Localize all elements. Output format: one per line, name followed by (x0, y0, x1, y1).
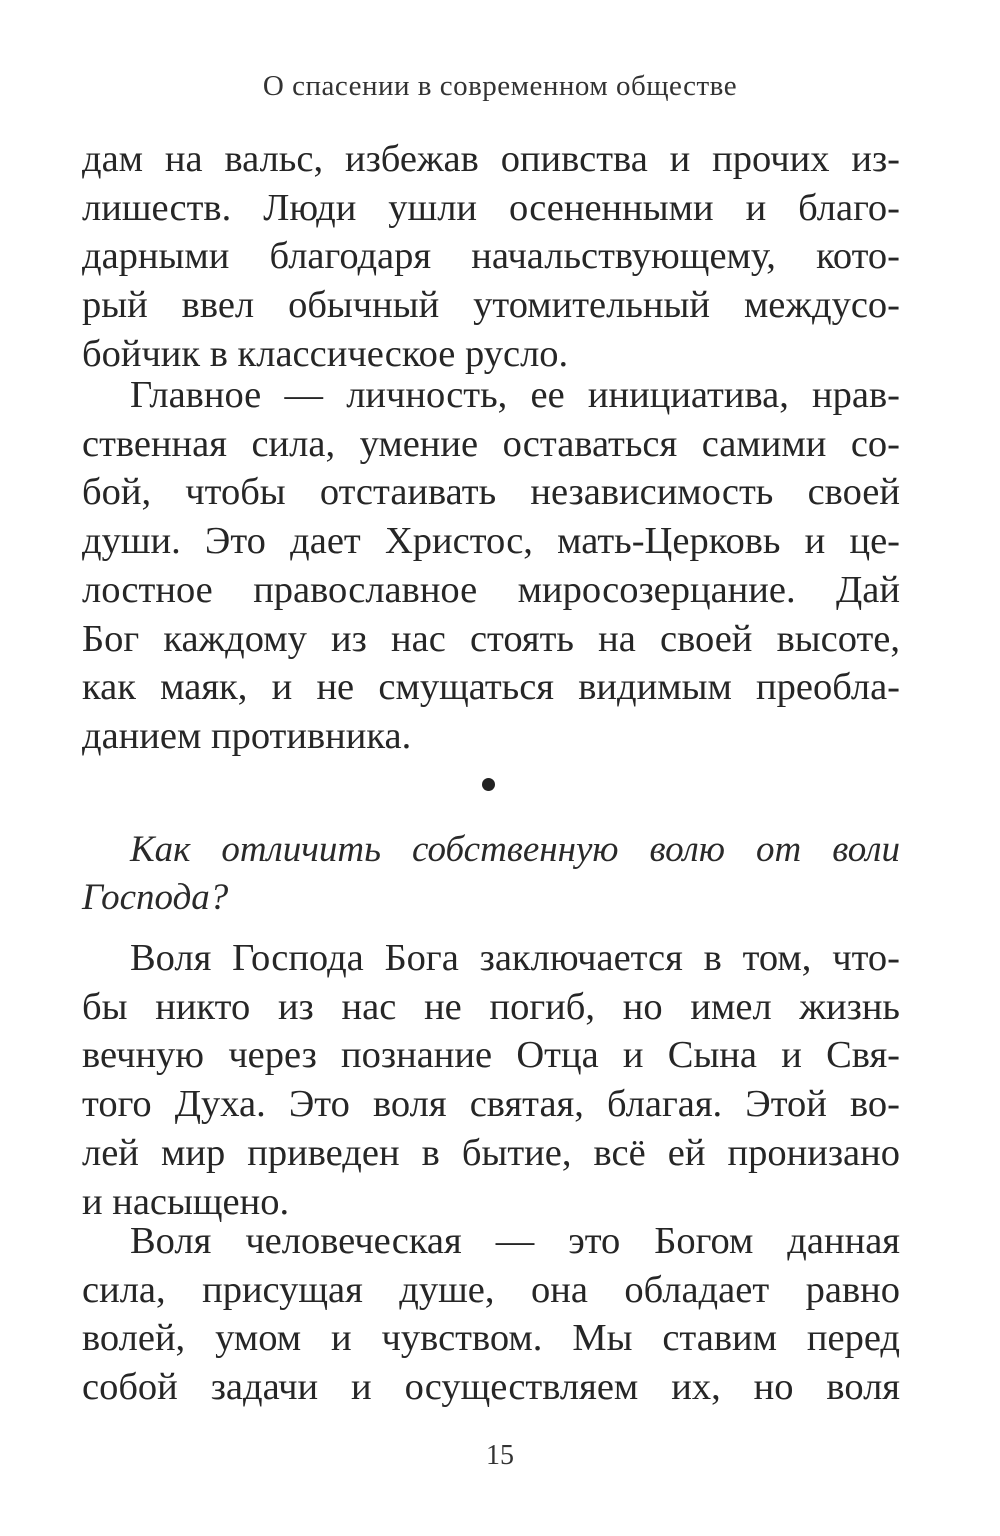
paragraph-line: бойчик в классическое русло. (82, 332, 569, 375)
paragraph-3 (82, 934, 900, 1226)
paragraph-line: ственная сила, умение оставаться самими со- (82, 422, 900, 465)
paragraph-line: лишеств. Люди ушли осененными и благо- (82, 186, 900, 229)
paragraph-line: и насыщено. (82, 1180, 290, 1223)
paragraph-4 (82, 1217, 900, 1412)
paragraph-line: дам на вальс, избежав опивства и прочих из- (82, 138, 900, 180)
paragraph-line: сила, присущая душе, она обладает равно (82, 1268, 900, 1311)
paragraph-line: бы никто из нас не погиб, но имел жизнь (82, 985, 900, 1028)
paragraph-line: души. Это дает Христос, мать-Церковь и це- (82, 520, 900, 563)
paragraph-line: собой задачи и осуществляем их, но воля (82, 1366, 900, 1409)
question-line: Как отличить собственную волю от воли (130, 829, 900, 870)
paragraph-line: рый ввел обычный утомительный междусо- (82, 284, 900, 327)
section-divider-bullet (482, 778, 495, 791)
question-line: Господа? (82, 877, 229, 918)
page-number: 15 (486, 1440, 514, 1471)
paragraph-line: Воля Господа Бога заключается в том, что- (130, 937, 900, 979)
paragraph-1 (82, 135, 900, 379)
question-heading (82, 826, 900, 922)
paragraph-line: Главное — личность, ее инициатива, нрав- (130, 374, 900, 416)
paragraph-line: лей мир приведен в бытие, всё ей пронизано (82, 1131, 900, 1174)
paragraph-2 (82, 371, 900, 761)
paragraph-line: вечную через познание Отца и Сына и Свя- (82, 1034, 900, 1077)
paragraph-line: того Духа. Это воля святая, благая. Этой во- (82, 1083, 900, 1126)
paragraph-line: Бог каждому из нас стоять на своей высоте, (82, 617, 900, 660)
paragraph-line: как маяк, и не смущаться видимым преобла- (82, 666, 900, 709)
paragraph-line: бой, чтобы отстаивать независимость своей (82, 471, 900, 514)
paragraph-line: волей, умом и чувством. Мы ставим перед (82, 1317, 900, 1360)
paragraph-line: данием противника. (82, 714, 412, 757)
running-head: О спасении в современном обществе (262, 70, 738, 102)
paragraph-line: Воля человеческая — это Богом данная (130, 1220, 900, 1262)
paragraph-line: лостное православное миросозерцание. Дай (82, 568, 900, 611)
paragraph-line: дарными благодаря начальствующему, кото- (82, 235, 900, 278)
